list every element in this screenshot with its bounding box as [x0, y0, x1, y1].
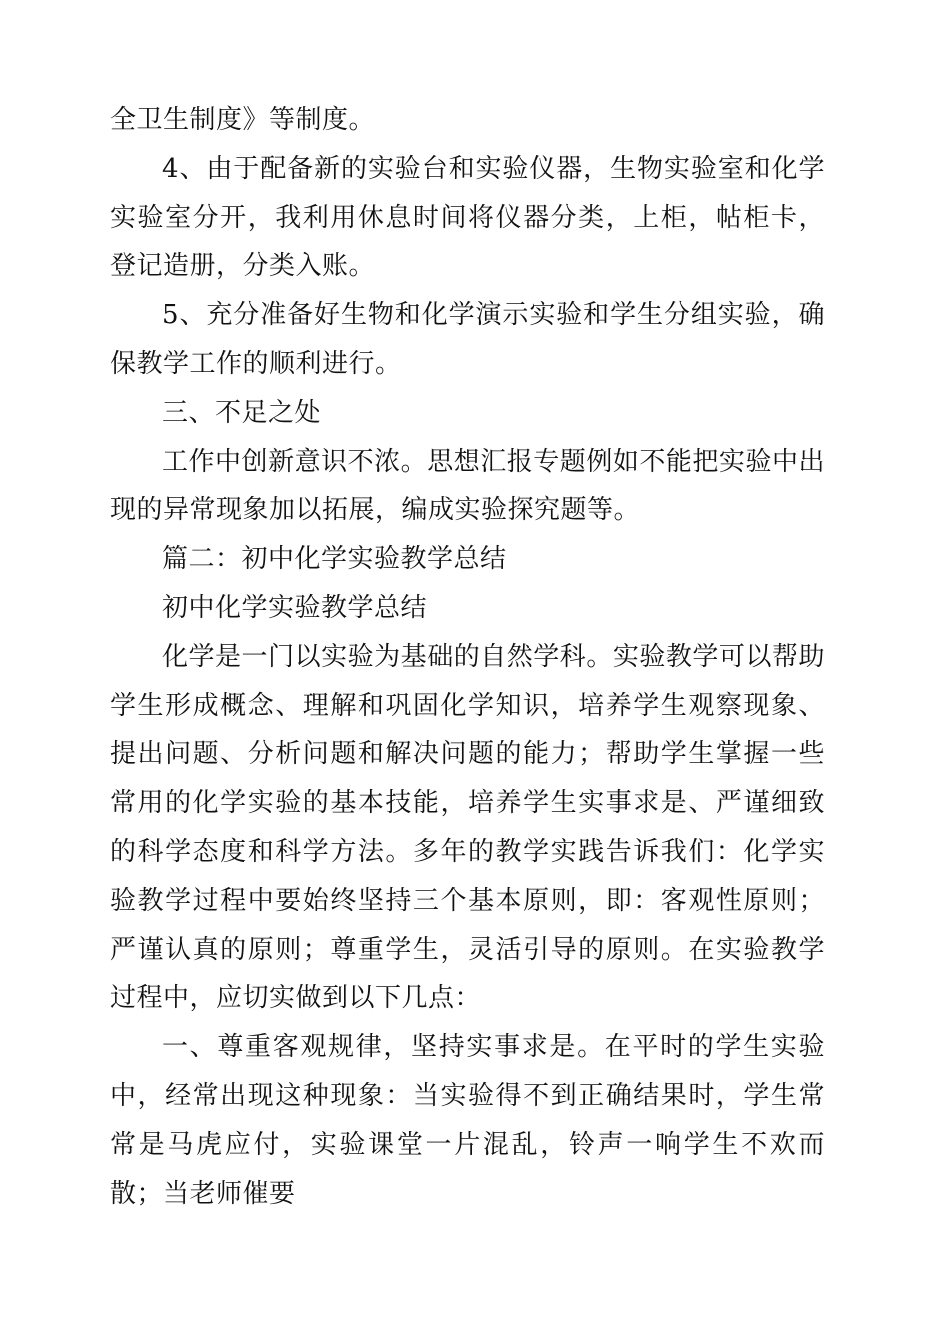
paragraph-1: 全卫生制度》等制度。 — [110, 105, 376, 135]
paragraph-3: 5、充分准备好生物和化学演示实验和学生分组实验，确保教学工作的顺利进行。 — [110, 300, 825, 379]
paragraph-2: 4、由于配备新的实验台和实验仪器，生物实验室和化学实验室分开，我利用休息时间将仪器分类，上柜，帖柜卡，登记造册，分类入账。 — [110, 153, 825, 282]
section-heading-shortcomings: 三、不足之处 — [162, 397, 322, 428]
article-title: 初中化学实验教学总结 — [162, 592, 428, 623]
paragraph-5: 化学是一门以实验为基础的自然学科。实验教学可以帮助学生形成概念、理解和巩固化学知识，培养学生观察现象、提出问题、分析问题和解决问题的能力；帮助学生掌握一些常用的化学实验的基本技能，培养学生实事求是、严谨细致的科学态度和科学方法。多年的教学实践告诉我们：化学实验教学过程中要始终坚持三个基本原则，即：客观性原则；严谨认真的原则；尊重学生，灵活引导的原则。在实验教学过程中，应切实做到以下几点： — [110, 641, 825, 1014]
document-body — [110, 96, 825, 1218]
paragraph-4: 工作中创新意识不浓。思想汇报专题例如不能把实验中出现的异常现象加以拓展，编成实验探究题等。 — [110, 446, 825, 526]
paragraph-6: 一、尊重客观规律，坚持实事求是。在平时的学生实验中，经常出现这种现象：当实验得不到正确结果时，学生常常是马虎应付，实验课堂一片混乱，铃声一响学生不欢而散；当老师催要 — [110, 1032, 825, 1209]
article-heading: 篇二：初中化学实验教学总结 — [162, 544, 507, 575]
